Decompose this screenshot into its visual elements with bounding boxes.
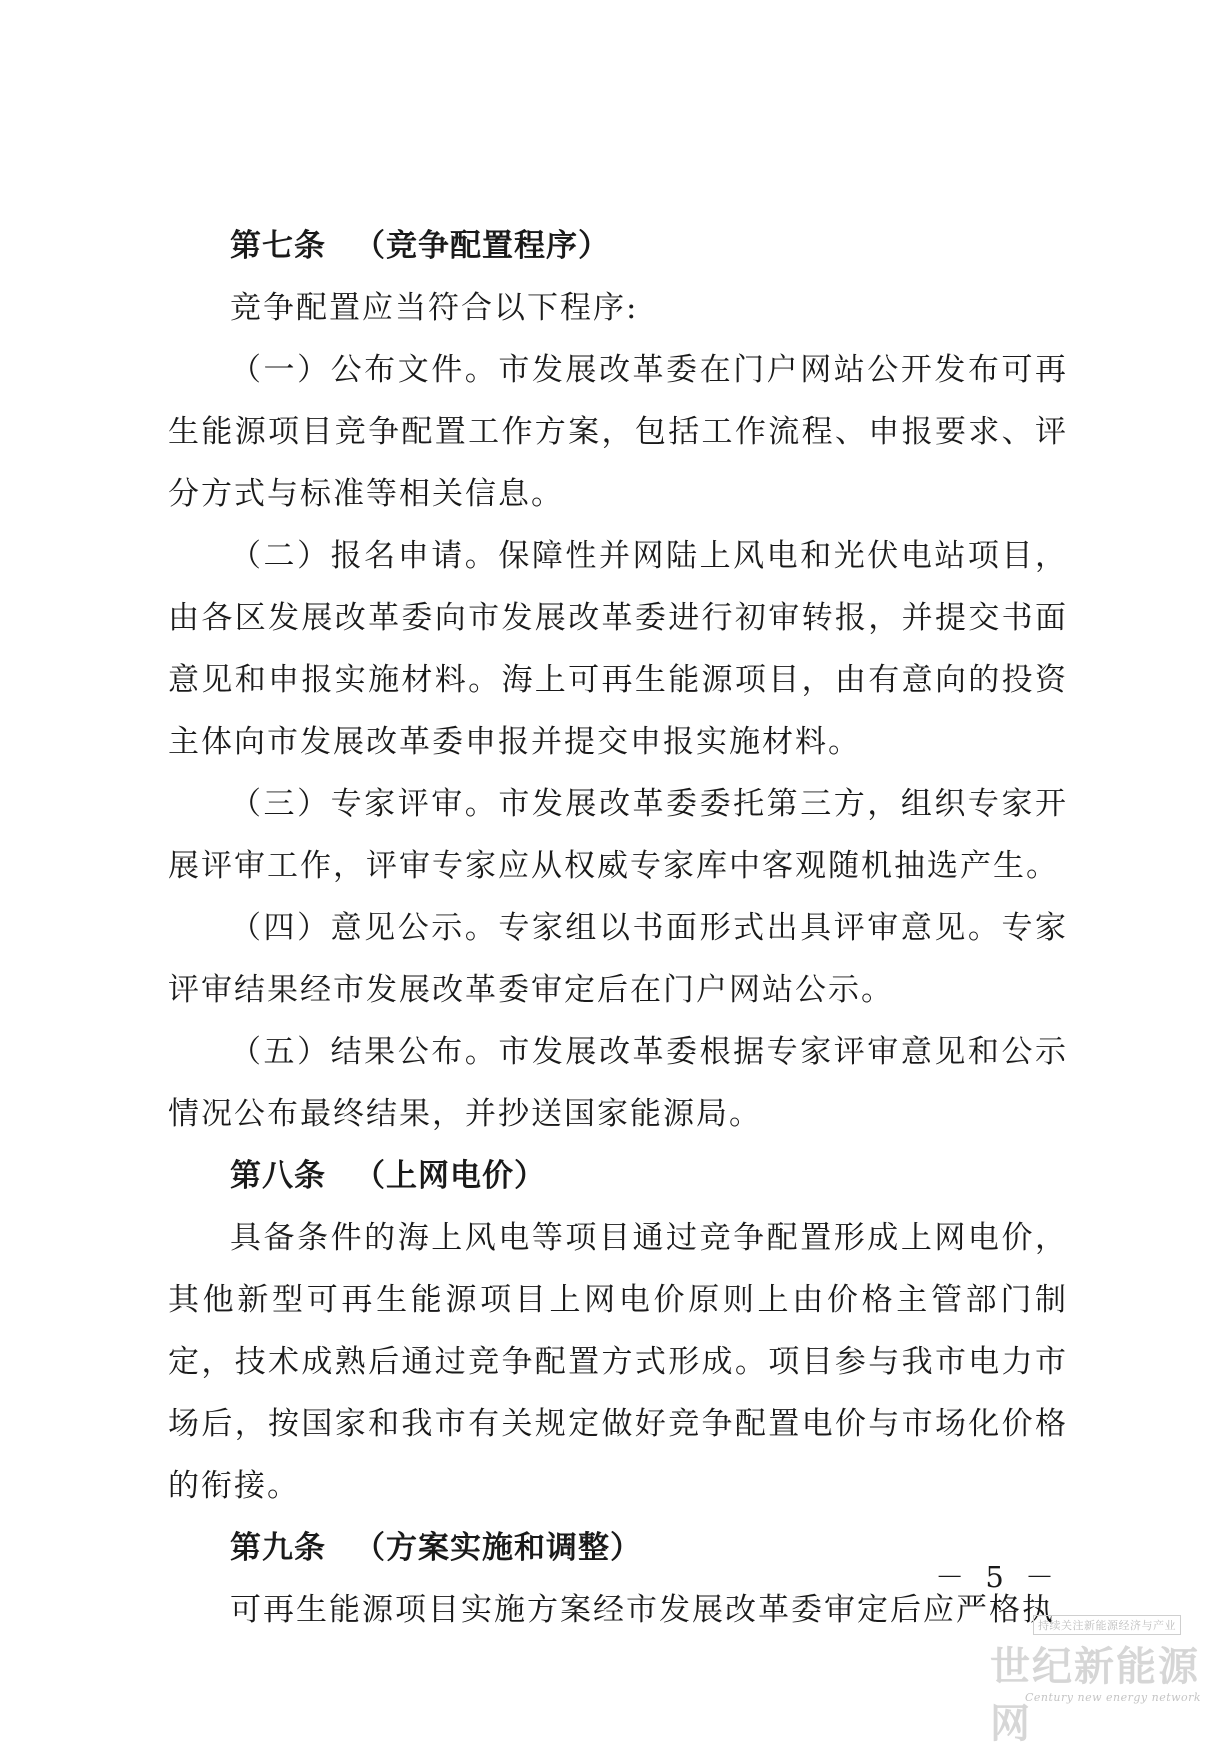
article-7-item-1: （一）公布文件。市发展改革委在门户网站公开发布可再生能源项目竞争配置工作方案，包括工作流程、申报要求、评分方式与标准等相关信息。 — [168, 352, 1068, 512]
article-8-number: 第八条 — [230, 1158, 326, 1194]
article-7-heading — [168, 215, 1068, 277]
watermark-logo-text: 世纪新能源网 — [990, 1644, 1200, 1747]
watermark-subtitle: Century new energy network — [1025, 1691, 1202, 1704]
article-9-number: 第九条 — [230, 1530, 326, 1566]
site-watermark — [985, 1615, 1220, 1747]
document-body — [168, 215, 1068, 1641]
article-7-item-5: （五）结果公布。市发展改革委根据专家评审意见和公示情况公布最终结果，并抄送国家能源局。 — [168, 1034, 1068, 1132]
article-9-heading — [168, 1517, 1068, 1579]
article-7-item-4: （四）意见公示。专家组以书面形式出具评审意见。专家评审结果经市发展改革委审定后在门户网站公示。 — [168, 910, 1068, 1008]
article-7-number: 第七条 — [230, 228, 326, 264]
article-9-title: （方案实施和调整） — [354, 1530, 642, 1566]
article-8-title: （上网电价） — [354, 1158, 546, 1194]
watermark-tagline: 持续关注新能源经济与产业 — [1033, 1615, 1181, 1635]
page-number: － 5 － — [935, 1560, 1060, 1594]
article-7-intro: 竞争配置应当符合以下程序: — [230, 290, 639, 326]
article-7-item-2: （二）报名申请。保障性并网陆上风电和光伏电站项目，由各区发展改革委向市发展改革委进行初审转报，并提交书面意见和申报实施材料。海上可再生能源项目，由有意向的投资主体向市发展改革委申报并提交申报实施材料。 — [168, 538, 1068, 760]
article-7-item-3: （三）专家评审。市发展改革委委托第三方，组织专家开展评审工作，评审专家应从权威专家库中客观随机抽选产生。 — [168, 786, 1068, 884]
article-9-body: 可再生能源项目实施方案经市发展改革委审定后应严格执 — [230, 1592, 1055, 1628]
article-7-title: （竞争配置程序） — [354, 228, 610, 264]
article-8-heading — [168, 1145, 1068, 1207]
article-8-body: 具备条件的海上风电等项目通过竞争配置形成上网电价，其他新型可再生能源项目上网电价原则上由价格主管部门制定，技术成熟后通过竞争配置方式形成。项目参与我市电力市场后，按国家和我市有关规定做好竞争配置电价与市场化价格的衔接。 — [168, 1220, 1068, 1504]
